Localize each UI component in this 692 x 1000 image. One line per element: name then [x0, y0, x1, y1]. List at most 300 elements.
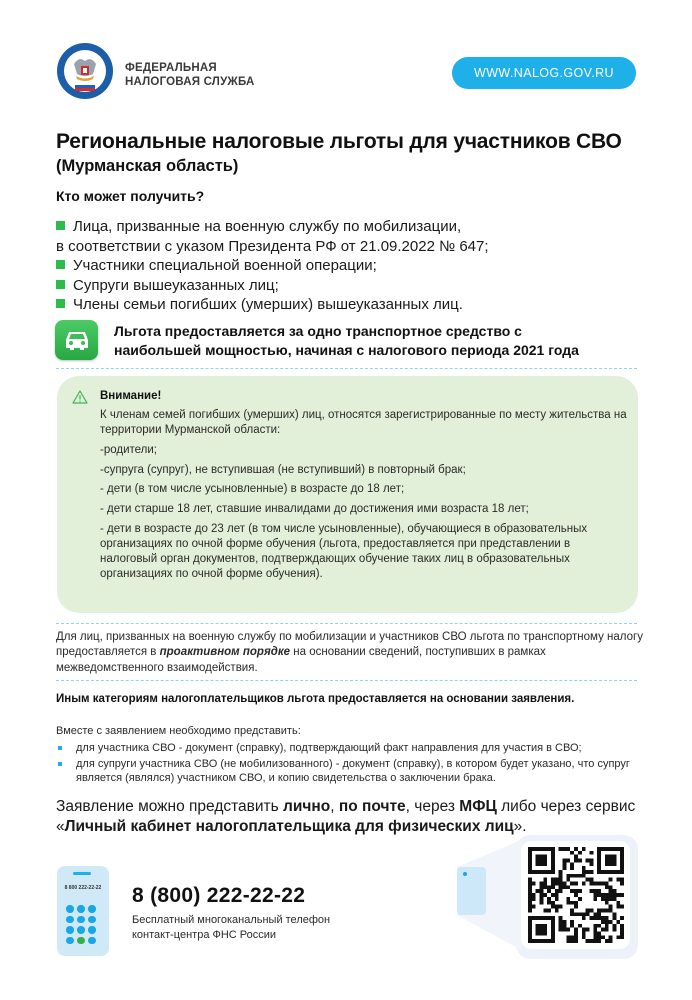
- other-categories-lead: Вместе с заявлением необходимо представить:: [56, 725, 301, 737]
- attention-body: [100, 408, 630, 587]
- qr-module: [543, 882, 547, 886]
- qr-module: [597, 862, 601, 866]
- qr-module: [597, 908, 601, 912]
- qr-module: [536, 928, 540, 932]
- qr-module: [597, 931, 601, 935]
- qr-module: [574, 939, 578, 943]
- qr-module: [528, 908, 532, 912]
- qr-module: [528, 901, 532, 905]
- qr-module: [597, 889, 601, 893]
- qr-module: [540, 885, 544, 889]
- qr-module: [605, 908, 609, 912]
- qr-module: [612, 897, 616, 901]
- qr-module: [543, 859, 547, 863]
- list-item: [56, 217, 489, 237]
- qr-module: [620, 847, 624, 851]
- qr-module: [597, 924, 601, 928]
- qr-module: [547, 897, 551, 901]
- qr-module: [543, 939, 547, 943]
- qr-module: [536, 855, 540, 859]
- qr-module: [563, 862, 567, 866]
- qr-module: [593, 935, 597, 939]
- vehicle-note-line-1: Льгота предоставляется за одно транспортное средство с: [114, 323, 522, 339]
- qr-module: [620, 851, 624, 855]
- qr-module: [566, 935, 570, 939]
- qr-module: [620, 870, 624, 874]
- qr-module: [616, 920, 620, 924]
- qr-module: [597, 916, 601, 920]
- qr-module: [574, 882, 578, 886]
- qr-module: [578, 851, 582, 855]
- qr-module: [612, 924, 616, 928]
- phone-camera-dot: [463, 872, 467, 876]
- qr-module: [620, 878, 624, 882]
- qr-module: [540, 855, 544, 859]
- qr-module: [536, 924, 540, 928]
- hotline-description-line: контакт-центра ФНС России: [132, 928, 277, 941]
- qr-module: [570, 889, 574, 893]
- qr-module: [551, 931, 555, 935]
- qr-module: [528, 847, 532, 851]
- qr-module: [597, 859, 601, 863]
- documents-list: [56, 741, 656, 787]
- vehicle-note-line-2: [114, 341, 579, 360]
- bullet-square-icon: [58, 762, 62, 766]
- qr-module: [605, 862, 609, 866]
- qr-module: [528, 931, 532, 935]
- qr-module: [559, 916, 563, 920]
- qr-module: [589, 889, 593, 893]
- qr-module: [574, 901, 578, 905]
- list-item: [56, 256, 489, 276]
- qr-module: [543, 885, 547, 889]
- qr-module: [551, 916, 555, 920]
- qr-module: [612, 916, 616, 920]
- qr-module: [597, 912, 601, 916]
- attention-paragraph: - дети (в том числе усыновленные) в возрасте до 18 лет;: [100, 483, 405, 496]
- qr-module: [543, 931, 547, 935]
- qr-module: [586, 859, 590, 863]
- qr-module: [540, 882, 544, 886]
- qr-module: [620, 928, 624, 932]
- qr-module: [593, 916, 597, 920]
- qr-module: [609, 905, 613, 909]
- qr-module: [528, 905, 532, 909]
- text: ».: [513, 817, 527, 835]
- qr-module: [570, 882, 574, 886]
- key-dot: [77, 916, 85, 924]
- list-item-text: Участники специальной военной операции;: [73, 257, 377, 274]
- qr-module: [540, 893, 544, 897]
- qr-module: [536, 862, 540, 866]
- vehicle-note: [114, 322, 579, 360]
- warning-icon: [72, 390, 88, 404]
- qr-module: [547, 908, 551, 912]
- brand-name: [125, 61, 255, 89]
- qr-module: [609, 855, 613, 859]
- qr-module: [563, 866, 567, 870]
- attention-paragraph: -родители;: [100, 443, 157, 456]
- brand-line-2: НАЛОГОВАЯ СЛУЖБА: [125, 76, 255, 88]
- key-dot: [88, 937, 96, 945]
- keypad: [66, 905, 100, 944]
- qr-module: [536, 847, 540, 851]
- list-item-text: Члены семьи погибших (умерших) вышеуказанных лиц.: [73, 296, 463, 313]
- proactive-text: на основании сведений, поступивших в рамках межведомственного взаимодействия.: [56, 646, 546, 674]
- qr-module: [547, 901, 551, 905]
- phone-screen-number: 8 800 222-22-22: [64, 885, 102, 891]
- qr-module: [574, 931, 578, 935]
- qr-module: [593, 882, 597, 886]
- qr-module: [528, 862, 532, 866]
- key-dot: [66, 926, 74, 934]
- qr-module: [593, 897, 597, 901]
- qr-module: [528, 851, 532, 855]
- divider: [56, 368, 637, 369]
- text: ,: [330, 798, 339, 815]
- qr-module: [586, 928, 590, 932]
- qr-module: [574, 905, 578, 909]
- qr-module: [551, 847, 555, 851]
- other-categories-title: Иным категориям налогоплательщиков льгота предоставляется на основании заявления.: [56, 693, 575, 705]
- qr-module: [578, 874, 582, 878]
- qr-module: [528, 924, 532, 928]
- qr-module: [532, 847, 536, 851]
- qr-module: [593, 889, 597, 893]
- qr-module: [574, 889, 578, 893]
- vehicle-note-text: наибольшей мощностью, начиная с налогового периода: [114, 342, 514, 358]
- qr-module: [574, 893, 578, 897]
- bullet-square-icon: [56, 221, 65, 230]
- text: либо через сервис «: [56, 798, 636, 835]
- list-item-text: в соответствии с указом Президента РФ от 21.09.2022 № 647;: [56, 237, 489, 255]
- qr-module: [593, 924, 597, 928]
- qr-module: [532, 870, 536, 874]
- qr-module: [574, 928, 578, 932]
- qr-module: [570, 901, 574, 905]
- qr-module: [559, 847, 563, 851]
- qr-module: [547, 885, 551, 889]
- list-item: [56, 741, 656, 756]
- qr-module: [559, 878, 563, 882]
- qr-module: [543, 924, 547, 928]
- qr-module: [540, 901, 544, 905]
- qr-module: [586, 878, 590, 882]
- proactive-text: Для лиц, призванных на военную службу по мобилизации и участников СВО льгота по транспортному налогу предоставляется в: [56, 631, 643, 659]
- qr-module: [528, 897, 532, 901]
- key-dot: [88, 916, 96, 924]
- qr-module: [570, 920, 574, 924]
- qr-module: [597, 866, 601, 870]
- qr-module: [605, 920, 609, 924]
- qr-module: [559, 928, 563, 932]
- method-in-person: лично: [283, 798, 331, 815]
- qr-module: [555, 889, 559, 893]
- qr-module: [582, 870, 586, 874]
- page-subtitle: (Мурманская область): [56, 157, 239, 175]
- qr-module: [609, 897, 613, 901]
- qr-module: [563, 859, 567, 863]
- qr-module: [597, 870, 601, 874]
- qr-module: [609, 862, 613, 866]
- qr-module: [528, 885, 532, 889]
- attention-paragraph: - дети старше 18 лет, ставшие инвалидами до достижения ими возраста 18 лет;: [100, 503, 529, 516]
- qr-module: [605, 893, 609, 897]
- qr-module: [582, 866, 586, 870]
- qr-module: [582, 935, 586, 939]
- qr-code-icon[interactable]: [527, 847, 625, 943]
- qr-module: [597, 939, 601, 943]
- qr-module: [566, 878, 570, 882]
- qr-module: [540, 889, 544, 893]
- qr-module: [532, 939, 536, 943]
- qr-module: [570, 924, 574, 928]
- phone-scan-icon: [457, 867, 486, 915]
- qr-module: [601, 916, 605, 920]
- fns-emblem-icon: [56, 42, 114, 100]
- key-dot: [88, 926, 96, 934]
- qr-module: [543, 870, 547, 874]
- qr-module: [566, 939, 570, 943]
- qr-module: [559, 920, 563, 924]
- proactive-emphasis: проактивном порядке: [159, 646, 291, 659]
- list-item-text: для участника СВО - документ (справку), подтверждающий факт направления для участия в СВО;: [76, 742, 582, 754]
- qr-module: [612, 859, 616, 863]
- qr-module: [551, 935, 555, 939]
- qr-module: [597, 847, 601, 851]
- qr-module: [559, 924, 563, 928]
- qr-module: [609, 889, 613, 893]
- who-heading: Кто может получить?: [56, 188, 205, 204]
- qr-module: [589, 916, 593, 920]
- qr-module: [620, 862, 624, 866]
- qr-module: [528, 870, 532, 874]
- qr-module: [532, 893, 536, 897]
- qr-module: [547, 870, 551, 874]
- qr-module: [536, 870, 540, 874]
- qr-module: [528, 855, 532, 859]
- qr-module: [563, 885, 567, 889]
- qr-module: [601, 897, 605, 901]
- key-dot: [77, 937, 85, 945]
- qr-module: [551, 920, 555, 924]
- qr-module: [589, 851, 593, 855]
- car-icon: [55, 320, 98, 360]
- qr-module: [593, 931, 597, 935]
- text: , через: [405, 798, 460, 815]
- qr-module: [540, 939, 544, 943]
- qr-module: [612, 855, 616, 859]
- qr-module: [536, 916, 540, 920]
- qr-module: [551, 870, 555, 874]
- qr-module: [563, 847, 567, 851]
- qr-module: [551, 928, 555, 932]
- qr-module: [532, 916, 536, 920]
- qr-module: [620, 916, 624, 920]
- qr-module: [620, 859, 624, 863]
- qr-module: [601, 928, 605, 932]
- qr-module: [532, 882, 536, 886]
- qr-module: [593, 928, 597, 932]
- qr-module: [605, 924, 609, 928]
- qr-module: [609, 908, 613, 912]
- qr-module: [582, 874, 586, 878]
- qr-module: [555, 908, 559, 912]
- hotline-description-line: Бесплатный многоканальный телефон: [132, 914, 331, 926]
- qr-module: [609, 870, 613, 874]
- qr-module: [616, 870, 620, 874]
- qr-module: [601, 893, 605, 897]
- qr-module: [609, 847, 613, 851]
- bullet-square-icon: [56, 280, 65, 289]
- qr-module: [605, 882, 609, 886]
- qr-module: [528, 935, 532, 939]
- qr-module: [605, 859, 609, 863]
- qr-module: [551, 859, 555, 863]
- qr-module: [528, 878, 532, 882]
- qr-module: [551, 866, 555, 870]
- qr-module: [563, 920, 567, 924]
- qr-module: [570, 851, 574, 855]
- qr-module: [559, 905, 563, 909]
- qr-module: [543, 855, 547, 859]
- qr-module: [609, 939, 613, 943]
- key-dot: [88, 905, 96, 913]
- qr-module: [578, 889, 582, 893]
- qr-module: [528, 920, 532, 924]
- qr-module: [570, 866, 574, 870]
- qr-module: [540, 916, 544, 920]
- qr-module: [536, 889, 540, 893]
- qr-module: [551, 901, 555, 905]
- list-item: [56, 295, 489, 315]
- list-item-text: Лица, призванные на военную службу по мобилизации,: [73, 218, 462, 235]
- qr-module: [528, 939, 532, 943]
- qr-module: [540, 847, 544, 851]
- qr-module: [559, 889, 563, 893]
- qr-module: [566, 901, 570, 905]
- qr-module: [597, 882, 601, 886]
- qr-module: [528, 928, 532, 932]
- qr-module: [589, 859, 593, 863]
- qr-module: [612, 893, 616, 897]
- qr-module: [612, 847, 616, 851]
- eligible-list: [56, 217, 489, 315]
- page-title: Региональные налоговые льготы для участников СВО: [56, 130, 622, 153]
- qr-module: [612, 889, 616, 893]
- qr-module: [532, 905, 536, 909]
- website-link-button[interactable]: WWW.NALOG.GOV.RU: [452, 57, 636, 89]
- qr-module: [620, 905, 624, 909]
- qr-module: [566, 847, 570, 851]
- qr-module: [528, 889, 532, 893]
- qr-module: [540, 928, 544, 932]
- key-dot: [66, 905, 74, 913]
- qr-module: [616, 847, 620, 851]
- qr-module: [605, 870, 609, 874]
- qr-module: [616, 901, 620, 905]
- qr-module: [563, 924, 567, 928]
- qr-module: [582, 916, 586, 920]
- qr-module: [597, 851, 601, 855]
- qr-module: [593, 893, 597, 897]
- qr-module: [589, 882, 593, 886]
- qr-module: [555, 878, 559, 882]
- qr-module: [612, 870, 616, 874]
- key-dot: [66, 916, 74, 924]
- qr-module: [551, 862, 555, 866]
- qr-module: [609, 893, 613, 897]
- qr-module: [528, 882, 532, 886]
- qr-module: [543, 878, 547, 882]
- qr-module: [540, 931, 544, 935]
- hotline-description: [132, 913, 330, 942]
- qr-module: [559, 885, 563, 889]
- qr-module: [605, 885, 609, 889]
- qr-module: [605, 855, 609, 859]
- qr-module: [605, 928, 609, 932]
- list-item: [56, 276, 489, 296]
- qr-module: [543, 908, 547, 912]
- divider: [56, 623, 637, 624]
- attention-paragraph: - дети в возрасте до 23 лет (в том числе усыновленные), обучающиеся в образовательных организациях по очной форме обучения (льгота, предоставляется при представлении в налоговый орган документов, подтверждающих обучение таких лиц в образовательных организациях по очной форме обучения).: [100, 522, 588, 581]
- list-item: [56, 237, 489, 257]
- qr-module: [528, 893, 532, 897]
- qr-module: [547, 847, 551, 851]
- qr-module: [570, 939, 574, 943]
- qr-module: [543, 862, 547, 866]
- qr-module: [551, 939, 555, 943]
- qr-module: [551, 855, 555, 859]
- hotline-number[interactable]: 8 (800) 222-22-22: [132, 884, 306, 907]
- qr-module: [620, 855, 624, 859]
- qr-module: [555, 882, 559, 886]
- qr-module: [609, 935, 613, 939]
- list-item: [56, 757, 656, 786]
- qr-module: [551, 893, 555, 897]
- qr-module: [570, 862, 574, 866]
- qr-module: [620, 935, 624, 939]
- phone-speaker: [73, 872, 91, 875]
- bullet-square-icon: [56, 299, 65, 308]
- key-dot: [66, 937, 74, 945]
- qr-module: [574, 847, 578, 851]
- qr-module: [589, 939, 593, 943]
- qr-module: [536, 931, 540, 935]
- qr-module: [616, 935, 620, 939]
- qr-module: [570, 935, 574, 939]
- qr-module: [593, 912, 597, 916]
- qr-module: [570, 908, 574, 912]
- qr-module: [551, 924, 555, 928]
- qr-module: [547, 916, 551, 920]
- method-personal-account: Личный кабинет налогоплательщика для физических лиц: [64, 817, 514, 835]
- qr-module: [578, 924, 582, 928]
- qr-module: [601, 920, 605, 924]
- qr-module: [620, 882, 624, 886]
- qr-module: [597, 893, 601, 897]
- qr-module: [601, 908, 605, 912]
- qr-module: [589, 878, 593, 882]
- submission-methods: [56, 797, 656, 836]
- qr-module: [620, 866, 624, 870]
- qr-module: [559, 882, 563, 886]
- qr-module: [555, 893, 559, 897]
- qr-module: [616, 878, 620, 882]
- qr-module: [601, 870, 605, 874]
- method-mfc: МФЦ: [459, 798, 497, 815]
- qr-module: [574, 874, 578, 878]
